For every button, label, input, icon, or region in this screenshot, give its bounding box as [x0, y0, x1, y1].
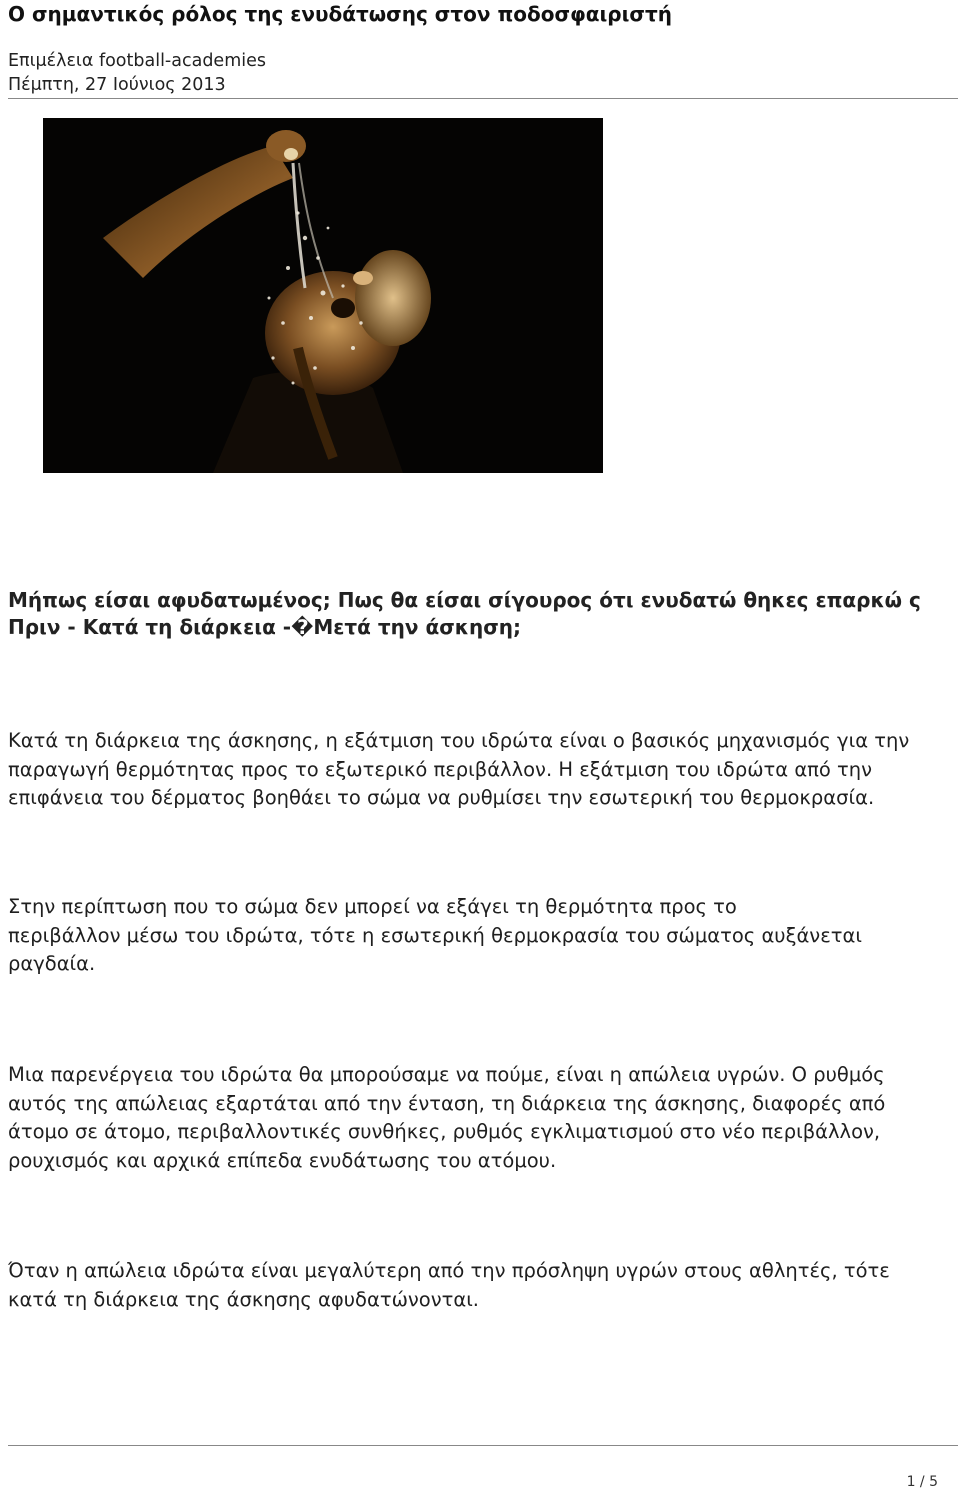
- paragraph-line: επιφάνεια του δέρματος βοηθάει το σώμα να ρυθμίσει την εσωτερική του θερμοκρασία.: [8, 786, 875, 809]
- document-meta: [8, 49, 266, 97]
- paragraph-line: ραγδαία.: [8, 952, 96, 975]
- paragraph-sweat-evaporation: [8, 727, 948, 813]
- paragraph-fluid-loss: [8, 1061, 948, 1175]
- document-title: Ο σημαντικός ρόλος της ενυδάτωσης στον ποδοσφαιριστή: [8, 2, 672, 26]
- footer-divider: [8, 1445, 958, 1446]
- paragraph-line: αυτός της απώλειας εξαρτάται από την ένταση, τη διάρκεια της άσκησης, διαφορές από: [8, 1091, 886, 1115]
- page-number: 1 / 5: [906, 1474, 938, 1490]
- athlete-drinking-photo: [43, 118, 603, 473]
- paragraph-line: άτομο σε άτομο, περιβαλλοντικές συνθήκες, ρυθμός εγκλιματισμού στο νέο περιβάλλον,: [8, 1120, 881, 1143]
- paragraph-line: Μια παρενέργεια του ιδρώτα θα μπορούσαμε να πούμε, είναι η απώλεια υγρών. Ο ρυθμός: [8, 1063, 885, 1086]
- section-heading: [8, 587, 953, 641]
- paragraph-line: Στην περίπτωση που το σώμα δεν μπορεί να εξάγει τη θερμότητα προς το: [8, 895, 737, 918]
- heading-line: Μήπως είσαι αφυδατωμένος; Πως θα είσαι σίγουρος ότι ενυδατώ θηκες επαρκώ ς: [8, 588, 921, 612]
- date-line: Πέμπτη, 27 Ιούνιος 2013: [8, 75, 226, 95]
- paragraph-line: κατά τη διάρκεια της άσκησης αφυδατώνονται.: [8, 1287, 480, 1311]
- paragraph-line: ρουχισμός και αρχικά επίπεδα ενυδάτωσης του ατόμου.: [8, 1148, 557, 1172]
- paragraph-dehydration: [8, 1257, 948, 1314]
- heading-line: Πριν - Κατά τη διάρκεια -�Μετά την άσκηση;: [8, 615, 522, 639]
- paragraph-line: Κατά τη διάρκεια της άσκησης, η εξάτμιση του ιδρώτα είναι ο βασικός μηχανισμός για την: [8, 729, 910, 752]
- paragraph-line: περιβάλλον μέσω του ιδρώτα, τότε η εσωτερική θερμοκρασία του σώματος αυξάνεται: [8, 923, 862, 947]
- header-divider: [8, 98, 958, 99]
- author-line: Επιμέλεια football-academies: [8, 51, 266, 71]
- paragraph-body-temperature: [8, 893, 948, 979]
- paragraph-line: Όταν η απώλεια ιδρώτα είναι μεγαλύτερη από την πρόσληψη υγρών στους αθλητές, τότε: [8, 1259, 890, 1282]
- paragraph-line: παραγωγή θερμότητας προς το εξωτερικό περιβάλλον. Η εξάτμιση του ιδρώτα από την: [8, 757, 873, 781]
